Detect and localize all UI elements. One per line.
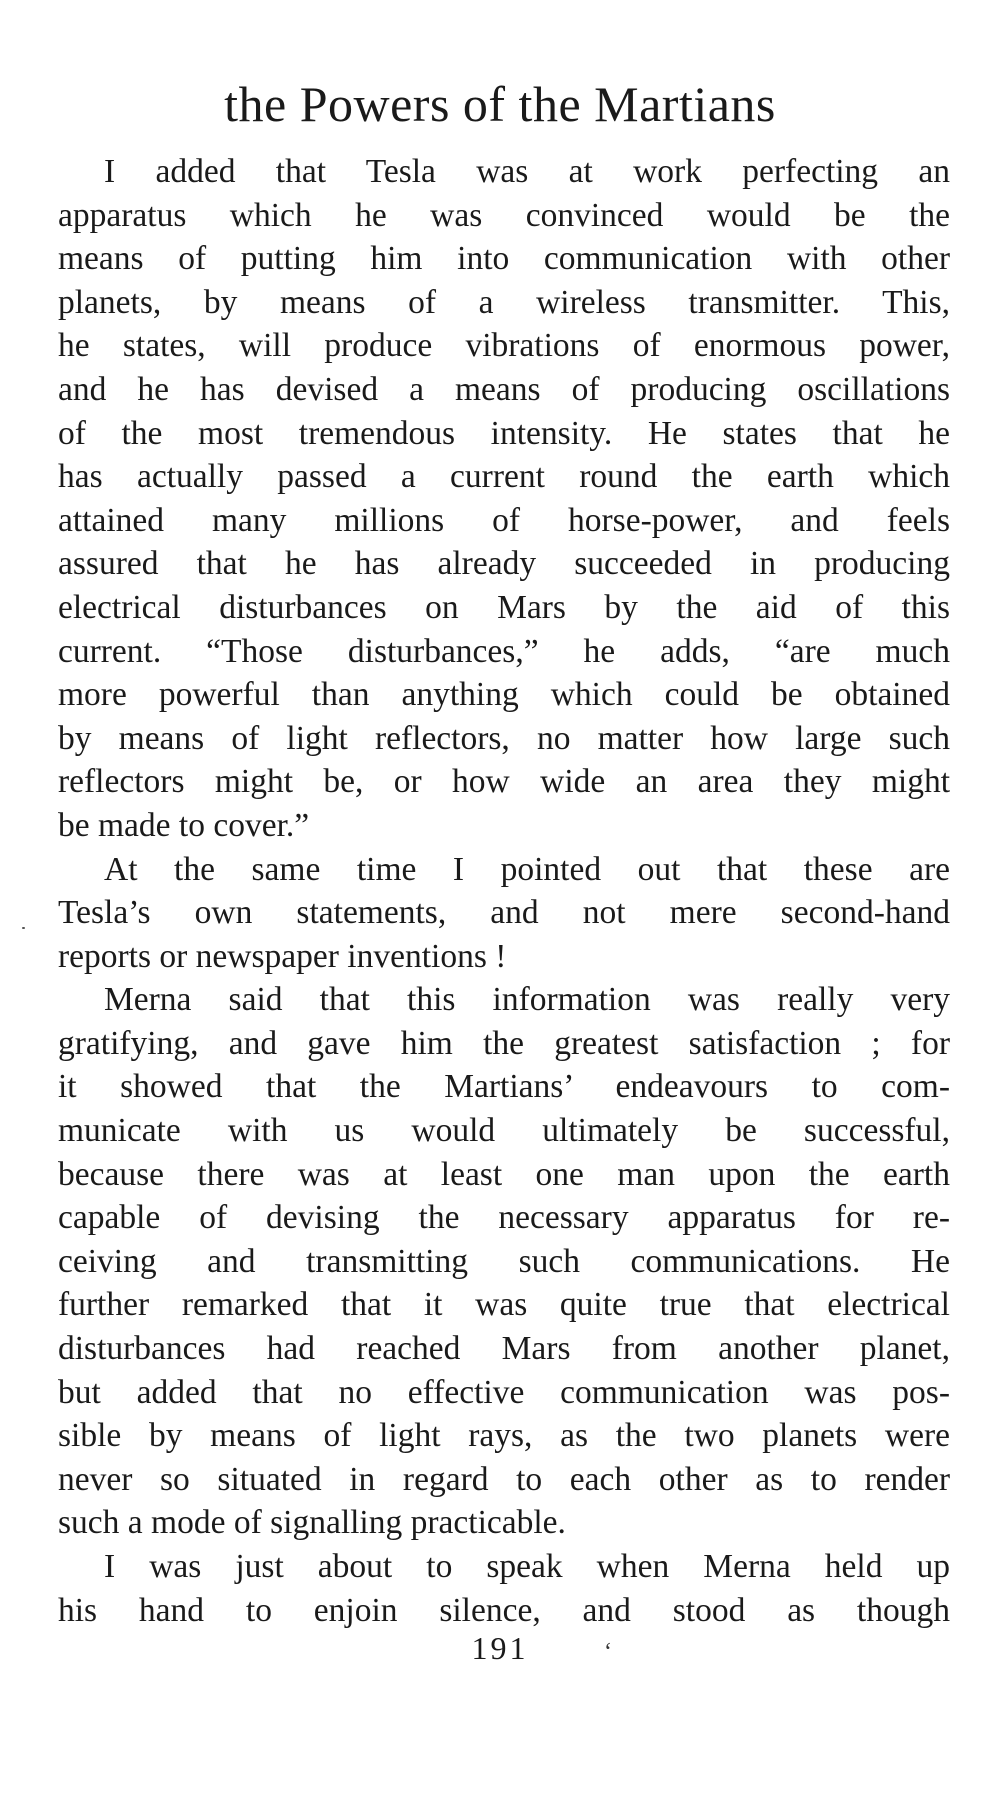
paragraph-2-line-3: reports or newspaper inventions ! bbox=[58, 937, 507, 975]
paragraph-3-line-13: such a mode of signalling practicable. bbox=[58, 1504, 566, 1542]
paragraph-1-line-10: assured that he has already succeeded in producing bbox=[58, 545, 950, 583]
paragraph-1-line-12: current. “Those disturbances,” he adds, “are much bbox=[58, 632, 950, 670]
body-text bbox=[58, 150, 950, 1632]
paragraph-4-line-1: I was just about to speak when Merna held up bbox=[104, 1548, 950, 1585]
paragraph-3-line-12: never so situated in regard to each other as to render bbox=[58, 1460, 950, 1498]
paragraph-1-line-11: electrical disturbances on Mars by the aid of this bbox=[58, 588, 950, 626]
paragraph-1-line-3: means of putting him into communication with other bbox=[58, 240, 950, 278]
paragraph-3-line-10: but added that no effective communication was pos- bbox=[58, 1373, 950, 1411]
paragraph-1-line-16: be made to cover.” bbox=[58, 806, 310, 844]
paragraph-1-line-15: reflectors might be, or how wide an area they might bbox=[58, 763, 950, 801]
running-head: the Powers of the Martians bbox=[224, 76, 776, 132]
paragraph-1-line-13: more powerful than anything which could be obtained bbox=[58, 676, 950, 714]
paragraph-1-line-9: attained many millions of horse-power, and feels bbox=[58, 501, 950, 539]
paragraph-2-line-1: At the same time I pointed out that these are bbox=[104, 850, 950, 888]
paragraph-3-line-3: it showed that the Martians’ endeavours to com- bbox=[58, 1068, 950, 1106]
paragraph-3-line-7: ceiving and transmitting such communications. He bbox=[58, 1242, 950, 1280]
paragraph-3-line-5: because there was at least one man upon the earth bbox=[58, 1155, 950, 1193]
paragraph-3-line-4: municate with us would ultimately be successful, bbox=[58, 1112, 950, 1150]
paragraph-2-line-2: Tesla’s own statements, and not mere second-hand bbox=[58, 894, 950, 932]
paragraph-1-line-2: apparatus which he was convinced would be the bbox=[58, 196, 950, 234]
page-number: 191 bbox=[471, 1630, 529, 1666]
paragraph-3-line-2: gratifying, and gave him the greatest satisfaction ; for bbox=[58, 1024, 950, 1062]
paragraph-3-line-6: capable of devising the necessary apparatus for re- bbox=[58, 1199, 950, 1237]
paragraph-3-line-8: further remarked that it was quite true that electrical bbox=[58, 1286, 950, 1324]
paragraph-4-line-2: his hand to enjoin silence, and stood as though bbox=[58, 1591, 950, 1629]
paragraph-1-line-4: planets, by means of a wireless transmitter. This, bbox=[58, 283, 950, 321]
paragraph-1-line-7: of the most tremendous intensity. He states that he bbox=[58, 414, 950, 452]
paragraph-1-line-6: and he has devised a means of producing oscillations bbox=[58, 370, 950, 408]
paragraph-1-line-8: has actually passed a current round the earth which bbox=[58, 458, 950, 496]
paragraph-1-line-1: I added that Tesla was at work perfecting an bbox=[104, 153, 950, 190]
paragraph-1-line-5: he states, will produce vibrations of enormous power, bbox=[58, 327, 950, 365]
paragraph-3-line-1: Merna said that this information was really very bbox=[104, 981, 950, 1019]
paragraph-3-line-11: sible by means of light rays, as the two planets were bbox=[58, 1417, 950, 1455]
paragraph-3-line-9: disturbances had reached Mars from another planet, bbox=[58, 1330, 950, 1368]
stray-print-mark: ‘ bbox=[604, 1639, 612, 1665]
margin-speck bbox=[22, 927, 25, 929]
paragraph-1-line-14: by means of light reflectors, no matter how large such bbox=[58, 719, 950, 757]
